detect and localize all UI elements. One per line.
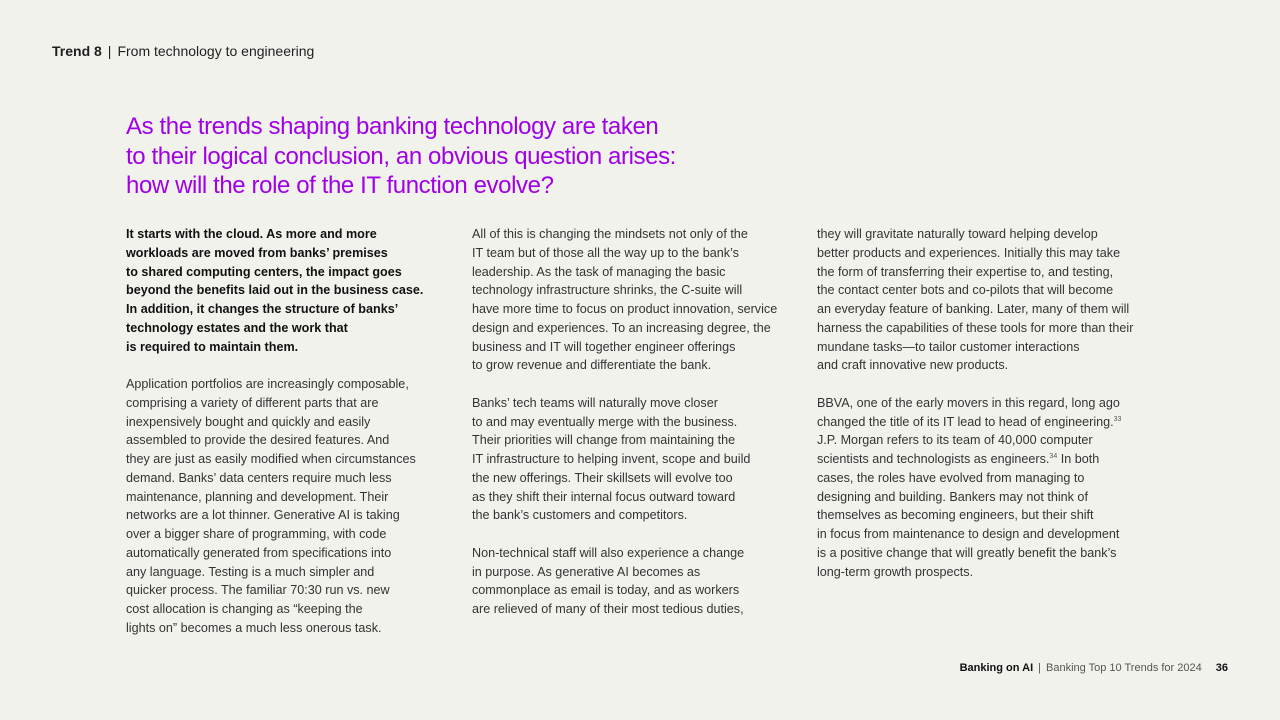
text-line: IT team but of those all the way up to the bank’s xyxy=(472,245,739,260)
text-line: assembled to provide the desired features. And xyxy=(126,433,390,448)
text-line: they will gravitate naturally toward helping develop xyxy=(817,227,1098,241)
page-number: 36 xyxy=(1215,662,1228,674)
footer-report-title: Banking Top 10 Trends for 2024 xyxy=(1046,662,1202,674)
text-line: design and experiences. To an increasing degree, the xyxy=(472,320,771,335)
headline-line: to their logical conclusion, an obvious question arises: xyxy=(126,142,676,170)
footnote-ref-33: 33 xyxy=(1113,415,1122,423)
footer-brand: Banking on AI xyxy=(959,662,1034,674)
text-column-3 xyxy=(817,225,1157,600)
text-line: and craft innovative new products. xyxy=(817,358,1009,373)
page-footer xyxy=(960,660,1228,676)
text-line: In addition, it changes the structure of banks’ xyxy=(126,302,399,316)
text-line: BBVA, one of the early movers in this regard, long ago xyxy=(817,395,1120,410)
text-line: to grow revenue and differentiate the bank. xyxy=(472,358,712,373)
text-line: inexpensively bought and quickly and easily xyxy=(126,414,371,429)
text-line: as they shift their internal focus outward toward xyxy=(472,489,736,504)
intro-paragraph xyxy=(126,225,466,356)
trend-label: Trend 8 xyxy=(52,43,102,59)
body-paragraph xyxy=(817,394,1157,582)
text-line: in purpose. As generative AI becomes as xyxy=(472,564,701,579)
text-line: better products and experiences. Initially this may take xyxy=(817,245,1121,260)
text-segment: changed the title of its IT lead to head of engineering. xyxy=(817,414,1114,429)
text-line: the new offerings. Their skillsets will evolve too xyxy=(472,470,733,485)
headline xyxy=(126,112,726,201)
text-line: networks are a lot thinner. Generative AI is taking xyxy=(126,508,400,523)
text-line: maintenance, planning and development. Their xyxy=(126,489,389,504)
text-segment: scientists and technologists as engineers. xyxy=(817,452,1050,466)
text-line: any language. Testing is a much simpler and xyxy=(126,564,375,579)
text-line: an everyday feature of banking. Later, many of them will xyxy=(817,302,1130,316)
text-line: the bank’s customers and competitors. xyxy=(472,508,688,523)
text-line: the contact center bots and co-pilots that will become xyxy=(817,283,1114,298)
text-line: they are just as easily modified when circumstances xyxy=(126,452,416,466)
text-line: Non-technical staff will also experience a change xyxy=(472,545,745,560)
text-line: is required to maintain them. xyxy=(126,339,299,354)
text-line: All of this is changing the mindsets not only of the xyxy=(472,227,748,241)
text-line: workloads are moved from banks’ premises xyxy=(126,245,388,260)
text-line: automatically generated from specifications into xyxy=(126,545,392,560)
footnote-ref-34: 34 xyxy=(1049,453,1058,460)
text-line: beyond the benefits laid out in the business case. xyxy=(126,283,424,298)
text-line: technology estates and the work that xyxy=(126,320,348,335)
text-line: leadership. As the task of managing the basic xyxy=(472,264,726,279)
section-title: From technology to engineering xyxy=(117,43,315,59)
text-line: business and IT will together engineer offerings xyxy=(472,339,736,354)
text-line: demand. Banks’ data centers require much less xyxy=(126,470,392,485)
text-line: It starts with the cloud. As more and more xyxy=(126,227,377,241)
text-line: J.P. Morgan refers to its team of 40,000 computer xyxy=(817,433,1093,448)
header-separator: | xyxy=(107,43,112,59)
text-line: have more time to focus on product innovation, service xyxy=(472,302,778,316)
text-line xyxy=(817,450,1157,469)
text-line: cost allocation is changing as “keeping the xyxy=(126,602,363,616)
text-line: lights on” becomes a much less onerous task. xyxy=(126,620,382,635)
text-line: is a positive change that will greatly benefit the bank’s xyxy=(817,545,1117,560)
text-line: mundane tasks—to tailor customer interactions xyxy=(817,339,1080,354)
headline-line: how will the role of the IT function evolve? xyxy=(126,172,554,199)
body-paragraph xyxy=(126,375,466,638)
text-line: to and may eventually merge with the business. xyxy=(472,414,738,429)
text-line: themselves as becoming engineers, but their shift xyxy=(817,508,1094,523)
text-line: IT infrastructure to helping invent, scope and build xyxy=(472,452,751,466)
text-segment: In both xyxy=(1057,452,1100,466)
text-line: the form of transferring their expertise to, and testing, xyxy=(817,264,1114,279)
text-line: Banks’ tech teams will naturally move closer xyxy=(472,395,718,410)
body-paragraph xyxy=(472,544,812,619)
text-column-1 xyxy=(126,225,466,656)
text-line: quicker process. The familiar 70:30 run vs. new xyxy=(126,583,390,598)
text-column-2 xyxy=(472,225,812,638)
text-line: comprising a variety of different parts that are xyxy=(126,395,379,410)
text-line: technology infrastructure shrinks, the C-suite will xyxy=(472,283,743,298)
text-line: are relieved of many of their most tedious duties, xyxy=(472,602,744,616)
text-line xyxy=(817,413,1157,432)
text-line: cases, the roles have evolved from managing to xyxy=(817,470,1085,485)
text-line: over a bigger share of programming, with code xyxy=(126,527,387,541)
body-paragraph xyxy=(817,225,1157,375)
text-line: Their priorities will change from maintaining the xyxy=(472,433,736,448)
text-line: designing and building. Bankers may not think of xyxy=(817,489,1088,504)
footer-separator: | xyxy=(1038,662,1041,674)
text-line: to shared computing centers, the impact goes xyxy=(126,264,402,279)
headline-line: As the trends shaping banking technology are taken xyxy=(126,113,659,140)
running-header xyxy=(52,43,314,60)
text-line: in focus from maintenance to design and development xyxy=(817,527,1120,541)
text-line: long-term growth prospects. xyxy=(817,564,974,579)
text-line: commonplace as email is today, and as workers xyxy=(472,583,740,598)
body-paragraph xyxy=(472,225,812,375)
body-paragraph xyxy=(472,394,812,525)
text-line: Application portfolios are increasingly composable, xyxy=(126,377,409,391)
text-line: harness the capabilities of these tools for more than their xyxy=(817,320,1134,335)
